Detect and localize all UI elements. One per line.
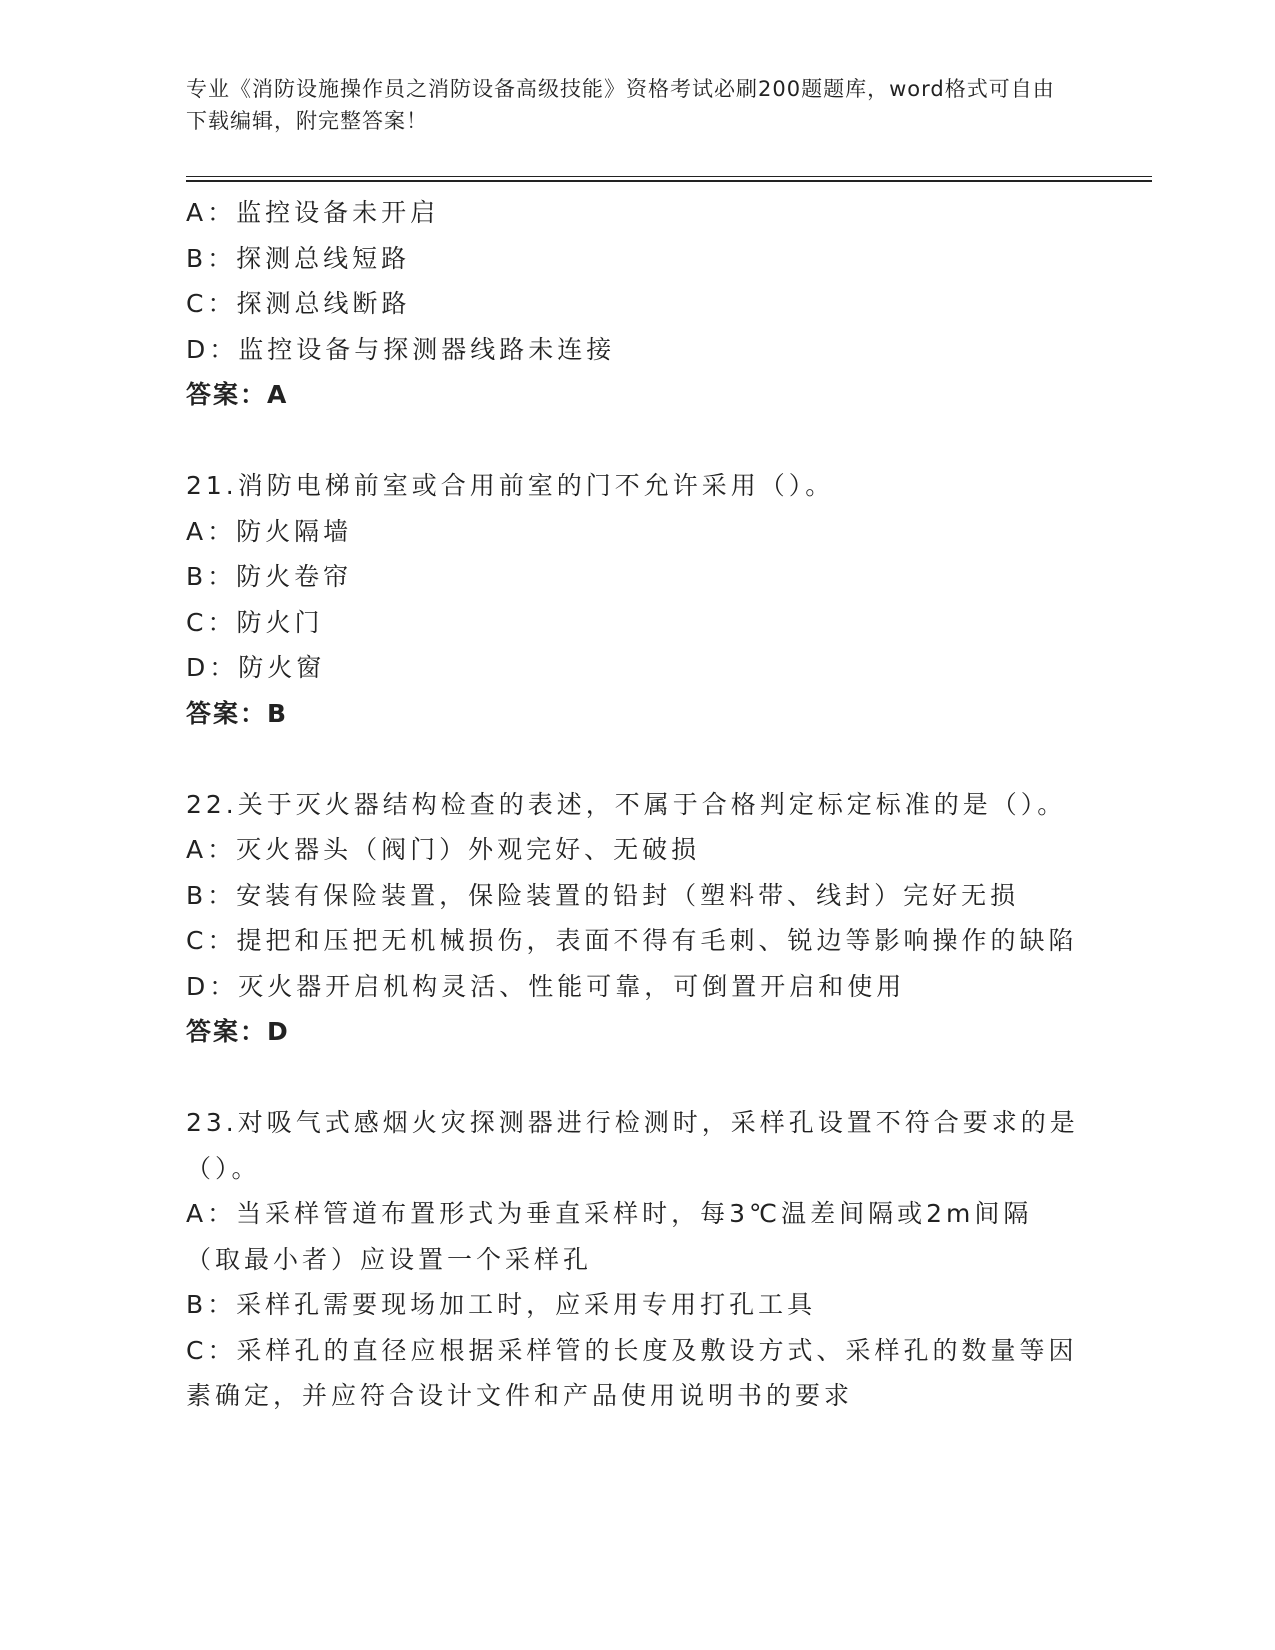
question-text: 23.对吸气式感烟火灾探测器进行检测时，采样孔设置不符合要求的是（）。 xyxy=(186,1108,1079,1183)
question-text: 21.消防电梯前室或合用前室的门不允许采用（）。 xyxy=(186,471,835,500)
answer-label: 答案：D xyxy=(186,1017,290,1046)
question-block-prev xyxy=(186,190,1086,418)
option-c: C：采样孔的直径应根据采样管的长度及敷设方式、采样孔的数量等因素确定，并应符合设计文件和产品使用说明书的要求 xyxy=(186,1335,1078,1410)
option-a: A：监控设备未开启 xyxy=(186,198,440,227)
option-b: B：采样孔需要现场加工时，应采用专用打孔工具 xyxy=(186,1290,817,1319)
question-block-22 xyxy=(186,782,1086,1055)
option-d: D：防火窗 xyxy=(186,653,326,682)
option-a: A：防火隔墙 xyxy=(186,516,353,546)
question-text: 22.关于灭火器结构检查的表述，不属于合格判定标定标准的是（）。 xyxy=(186,789,1067,819)
option-d: D：监控设备与探测器线路未连接 xyxy=(186,334,616,364)
spacer xyxy=(186,736,1086,782)
spacer xyxy=(186,418,1086,464)
option-b: B：安装有保险装置，保险装置的铅封（塑料带、线封）完好无损 xyxy=(186,880,1020,910)
answer-label: 答案：A xyxy=(186,380,289,409)
option-a: A：当采样管道布置形式为垂直采样时，每3℃温差间隔或2m间隔（取最小者）应设置一个采样孔 xyxy=(186,1199,1033,1274)
option-b: B：防火卷帘 xyxy=(186,562,353,591)
question-block-21 xyxy=(186,463,1086,736)
header-divider-thin xyxy=(186,176,1152,177)
document-body xyxy=(186,190,1086,1419)
option-c: C：防火门 xyxy=(186,607,324,637)
answer-label: 答案：B xyxy=(186,698,289,728)
document-header: 专业《消防设施操作员之消防设备高级技能》资格考试必刷200题题库，word格式可自由下载编辑，附完整答案！ xyxy=(186,77,1055,133)
option-a: A：灭火器头（阀门）外观完好、无破损 xyxy=(186,835,701,864)
spacer xyxy=(186,1055,1086,1101)
question-block-23 xyxy=(186,1100,1086,1419)
option-b: B：探测总线短路 xyxy=(186,243,411,273)
option-d: D：灭火器开启机构灵活、性能可靠，可倒置开启和使用 xyxy=(186,971,906,1001)
option-c: C：探测总线断路 xyxy=(186,289,411,318)
header-divider-thick xyxy=(186,180,1152,182)
option-c: C：提把和压把无机械损伤，表面不得有毛刺、锐边等影响操作的缺陷 xyxy=(186,926,1078,955)
